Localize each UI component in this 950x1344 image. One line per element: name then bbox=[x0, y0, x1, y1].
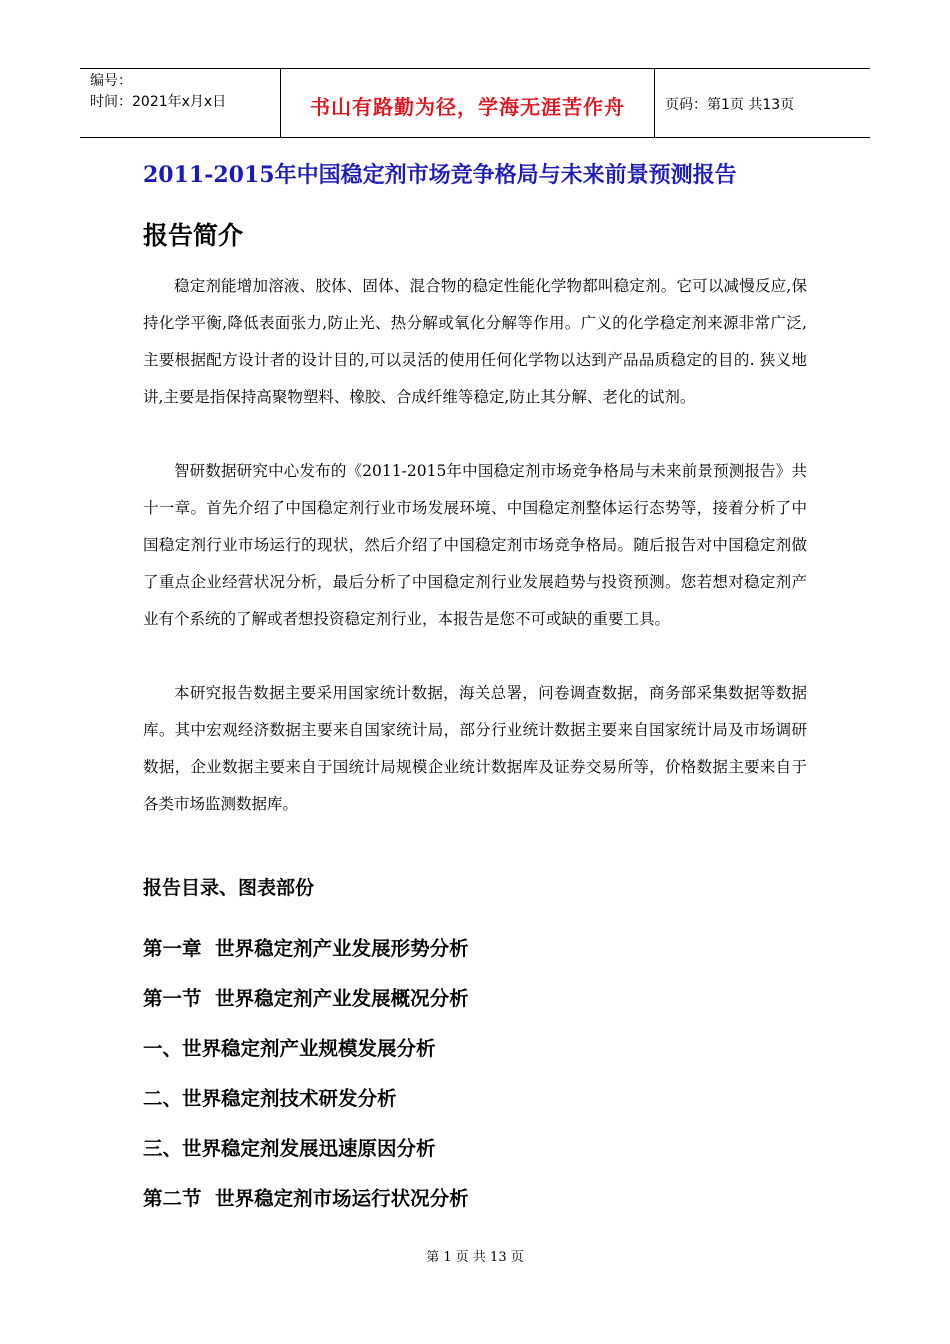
header-meta-cell bbox=[80, 69, 280, 137]
header-page-info: 页码：第1页 共13页 bbox=[665, 97, 795, 113]
toc-item: 第一节 世界稳定剂产业发展概况分析 bbox=[143, 987, 469, 1010]
toc-item: 一、世界稳定剂产业规模发展分析 bbox=[143, 1037, 436, 1060]
toc-item: 三、世界稳定剂发展迅速原因分析 bbox=[143, 1137, 436, 1160]
toc-heading: 报告目录、图表部份 bbox=[143, 877, 315, 899]
header-motto: 书山有路勤为径，学海无涯苦作舟 bbox=[310, 95, 625, 119]
document-time-label: 时间：2021年x月x日 bbox=[90, 94, 227, 110]
intro-heading: 报告简介 bbox=[143, 221, 244, 250]
intro-paragraph-3: 本研究报告数据主要采用国家统计数据，海关总署，问卷调查数据，商务部采集数据等数据库。其中宏观经济数据主要来自国家统计局，部分行业统计数据主要来自国家统计局及市场调研数据，企业数据主要来自于国统计局规模企业统计数据库及证券交易所等，价格数据主要来自于各类市场监测数据库。 bbox=[143, 684, 807, 813]
intro-paragraph-1: 稳定剂能增加溶液、胶体、固体、混合物的稳定性能化学物都叫稳定剂。它可以减慢反应,保持化学平衡,降低表面张力,防止光、热分解或氧化分解等作用。广义的化学稳定剂来源非常广泛,主要根据配方设计者的设计目的,可以灵活的使用任何化学物以达到产品品质稳定的目的. 狭义地讲,主要是指保持高聚物塑料、橡胶、合成纤维等稳定,防止其分解、老化的试剂。 bbox=[143, 277, 807, 406]
page-footer: 第 1 页 共 13 页 bbox=[426, 1250, 524, 1265]
document-number-label: 编号： bbox=[90, 73, 132, 89]
header-table bbox=[80, 68, 870, 138]
table-of-contents bbox=[143, 929, 469, 1229]
header-page-cell bbox=[655, 69, 870, 137]
toc-item: 二、世界稳定剂技术研发分析 bbox=[143, 1087, 397, 1110]
report-title: 2011-2015年中国稳定剂市场竞争格局与未来前景预测报告 bbox=[143, 162, 737, 188]
intro-paragraph-2: 智研数据研究中心发布的《2011-2015年中国稳定剂市场竞争格局与未来前景预测报告》共十一章。首先介绍了中国稳定剂行业市场发展环境、中国稳定剂整体运行态势等，接着分析了中国稳定剂行业市场运行的现状，然后介绍了中国稳定剂市场竞争格局。随后报告对中国稳定剂做了重点企业经营状况分析，最后分析了中国稳定剂行业发展趋势与投资预测。您若想对稳定剂产业有个系统的了解或者想投资稳定剂行业，本报告是您不可或缺的重要工具。 bbox=[143, 462, 807, 628]
toc-item: 第二节 世界稳定剂市场运行状况分析 bbox=[143, 1187, 469, 1210]
toc-item: 第一章 世界稳定剂产业发展形势分析 bbox=[143, 937, 469, 960]
header-motto-cell bbox=[280, 69, 655, 137]
